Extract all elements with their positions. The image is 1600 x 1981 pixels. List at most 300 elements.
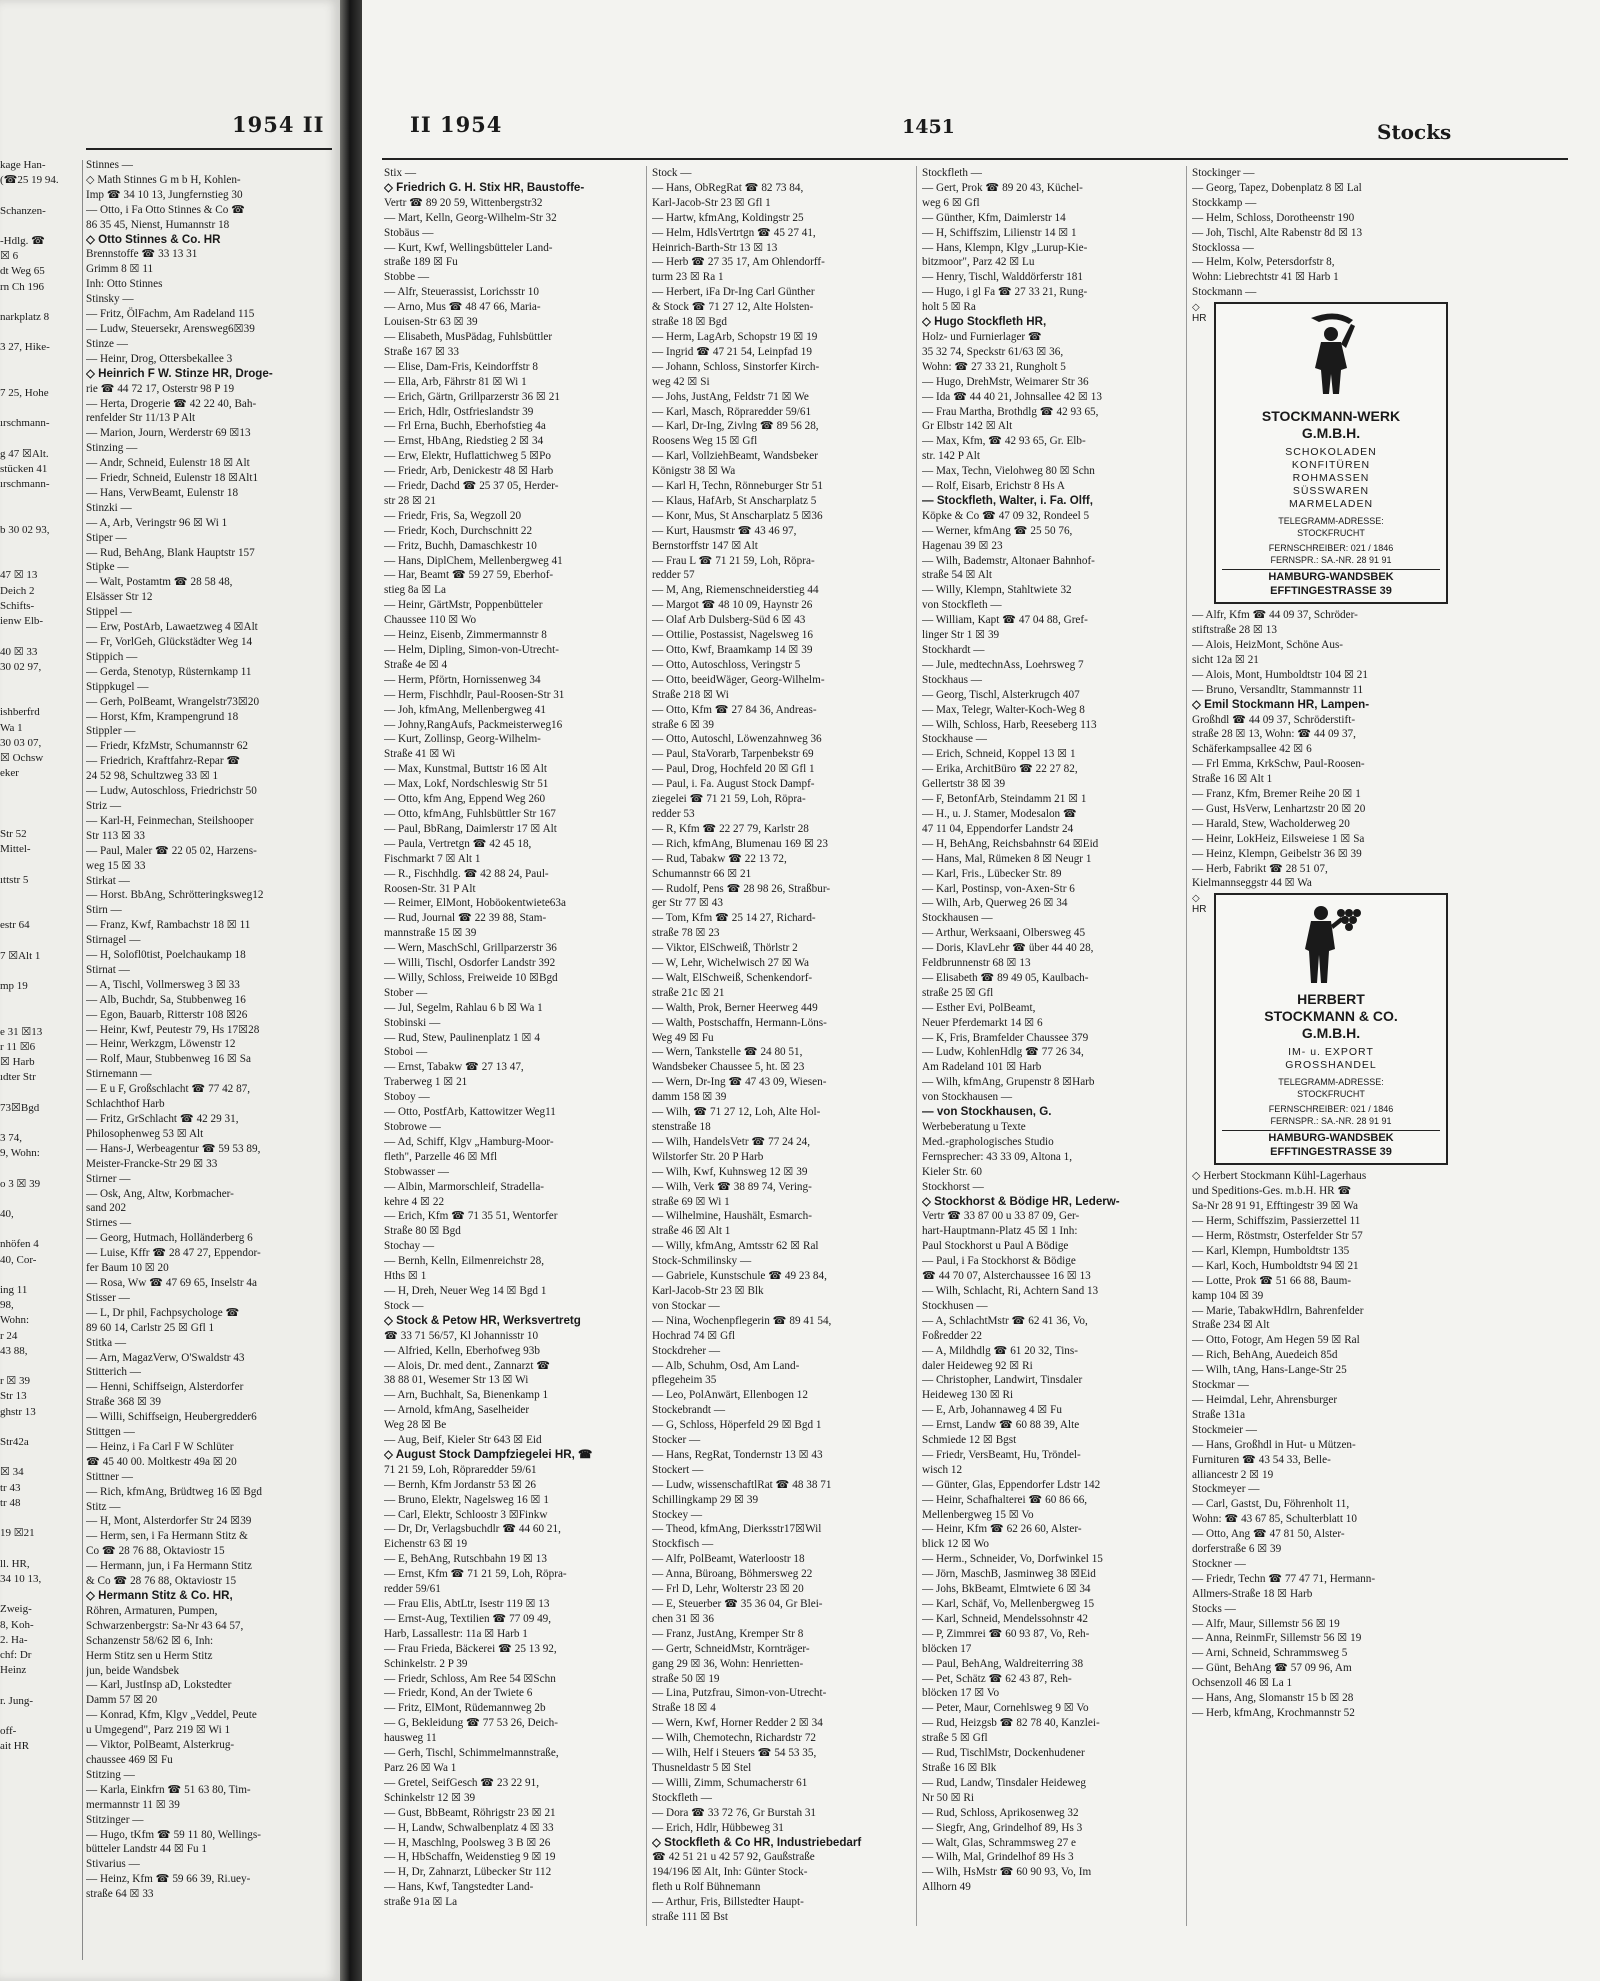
directory-entry: — Wilh, HandelsVetr ☎ 77 24 24,	[652, 1135, 811, 1148]
advert-goods-item: KONFITÜREN	[1291, 459, 1371, 472]
directory-entry: Stippich —	[86, 650, 138, 663]
directory-entry: stiftstraße 28 ☒ 13	[1192, 624, 1277, 637]
directory-entry: — Günther, Kfm, Daimlerstr 14	[922, 211, 1066, 224]
directory-entry: Neuer Pferdemarkt 14 ☒ 6	[922, 1016, 1043, 1029]
directory-entry: — Elise, Dam-Fris, Keindorffstr 8	[384, 360, 538, 373]
directory-entry: — Harald, Stew, Wacholderweg 20	[1192, 817, 1350, 830]
directory-entry: — Paul, StaVorarb, Tarpenbekstr 69	[652, 748, 814, 761]
directory-entry: Schumannstr 66 ☒ 21	[652, 867, 752, 880]
cut-off-line: ☒ Ochsw	[0, 751, 44, 764]
directory-entry: — Karl, Postinsp, von-Axen-Str 6	[922, 882, 1075, 895]
directory-entry: — Arno, Mus ☎ 48 47 66, Maria-	[384, 301, 541, 314]
cut-off-line: ait HR	[0, 1740, 30, 1753]
directory-entry: ◇ Otto Stinnes & Co. HR	[86, 232, 221, 246]
directory-entry: mermannstr 11 ☒ 39	[86, 1798, 180, 1811]
directory-entry: Stocker —	[652, 1434, 701, 1447]
directory-entry: — Wern, Dr-Ing ☎ 47 43 09, Wiesen-	[652, 1076, 827, 1089]
cut-off-line: Zweig-	[0, 1603, 32, 1616]
directory-entry: — A, Arb, Veringstr 96 ☒ Wi 1	[86, 516, 228, 529]
directory-entry: Stirnes —	[86, 1217, 132, 1230]
directory-entry: Hths ☒ 1	[384, 1270, 427, 1283]
directory-entry: — Otto, Kwf, Braamkamp 14 ☒ 39	[652, 644, 813, 656]
directory-entry: — Franz, Kfm, Bremer Reihe 20 ☒ 1	[1192, 788, 1361, 801]
cut-off-line	[0, 492, 82, 507]
directory-entry: 47 11 04, Eppendorfer Landstr 24	[922, 822, 1074, 835]
directory-entry: — Paul, i Fa Stockhorst & Bödige	[922, 1255, 1076, 1268]
directory-entry: — Konr, Mus, St Anscharplatz 5 ☒36	[652, 509, 823, 522]
directory-entry: — Joh, kfmAng, Mellenbergweg 41	[384, 703, 546, 716]
directory-entry: — Arthur, Werksaani, Olbersweg 45	[922, 927, 1086, 940]
cut-off-line: 19 ☒21	[0, 1527, 35, 1540]
advert-telegram-address: STOCKFRUCHT	[1297, 528, 1365, 539]
directory-entry: — Gretel, SeifGesch ☎ 23 22 91,	[384, 1776, 539, 1789]
directory-entry: Vertr ☎ 89 20 59, Wittenbergstr32	[384, 196, 543, 209]
directory-entry: — Ingrid ☎ 47 21 54, Leinpfad 19	[652, 345, 812, 358]
directory-entry: — Alois, Dr. med dent., Zannarzt ☎	[384, 1359, 551, 1372]
directory-entry: Straße 167 ☒ 33	[384, 345, 459, 358]
directory-entry: Inh: Otto Stinnes	[86, 278, 163, 291]
cut-off-column	[0, 158, 82, 1754]
directory-entry: — H, BehAng, Reichsbahnstr 64 ☒Eid	[922, 837, 1099, 850]
directory-entry: Kieler Str. 60	[922, 1165, 982, 1178]
directory-entry: ◇ August Stock Dampfziegelei HR, ☎	[384, 1447, 593, 1461]
directory-entry: — Karl, VollziehBeamt, Wandsbeker	[652, 450, 818, 463]
cut-off-line: rn Ch 196	[0, 280, 44, 293]
directory-entry: — Rud, Heizgsb ☎ 82 78 40, Kanzlei-	[922, 1717, 1100, 1730]
cut-off-line	[0, 1268, 82, 1283]
directory-entry: — Walth, Prok, Berner Heerweg 449	[652, 1001, 818, 1014]
directory-entry: — Fritz, GrSchlacht ☎ 42 29 31,	[86, 1113, 239, 1125]
cut-off-line	[0, 903, 82, 918]
directory-entry: Stockfleth —	[652, 1791, 712, 1804]
directory-entry: — Ludw, wissenschaftlRat ☎ 48 38 71	[652, 1478, 832, 1491]
directory-entry: redder 57	[652, 569, 695, 582]
advert-box	[1214, 893, 1448, 1165]
cut-off-line: 7 ☒Alt 1	[0, 949, 41, 962]
directory-entry: Fischmarkt 7 ☒ Alt 1	[384, 852, 481, 865]
directory-entry: Stinzki —	[86, 501, 132, 514]
directory-entry: — Ernst-Aug, Textilien ☎ 77 09 49,	[384, 1612, 552, 1625]
directory-entry: Mellenbergweg 15 ☒ Vo	[922, 1508, 1034, 1521]
directory-entry: — Friedr, VersBeamt, Hu, Tröndel-	[922, 1448, 1081, 1461]
directory-entry: — Wilhelmine, Haushält, Esmarch-	[652, 1210, 812, 1223]
stockmann-werk-advert	[1192, 302, 1450, 604]
cut-off-line	[0, 371, 82, 386]
cut-off-line	[0, 1511, 82, 1526]
directory-entry: straße 54 ☒ Alt	[922, 569, 992, 582]
directory-entry: von Stockfleth —	[922, 599, 1002, 612]
cut-off-line: Wohn:	[0, 1314, 30, 1327]
directory-entry: — Frau Martha, Brothdlg ☎ 42 93 65,	[922, 405, 1099, 418]
directory-entry: — Helm, Kolw, Petersdorfstr 8,	[1192, 256, 1335, 269]
advert-trade: IM- u. EXPORT	[1288, 1046, 1374, 1059]
directory-entry: — Horst. BbAng, Schrötteringksweg12	[86, 889, 264, 902]
directory-entry: Paul Stockhorst u Paul A Bödige	[922, 1240, 1069, 1253]
directory-entry: chaussee 469 ☒ Fu	[86, 1753, 173, 1766]
directory-entry: Stippler —	[86, 725, 136, 738]
directory-entry: Schillingkamp 29 ☒ 39	[652, 1493, 759, 1506]
book-spine	[340, 0, 362, 1981]
directory-entry: — Alfried, Kelln, Eberhofweg 93b	[384, 1344, 540, 1357]
directory-entry: — Walt, Postamtm ☎ 28 58 48,	[86, 576, 233, 589]
directory-entry: Stobäus —	[384, 226, 434, 239]
cut-off-line: ıdter Str	[0, 1071, 36, 1084]
directory-entry: ☎ 45 40 00. Moltkestr 49a ☒ 20	[86, 1455, 237, 1468]
directory-entry: — Hans, DiplChem, Mellenbergweg 41	[384, 554, 563, 567]
cut-off-line: off-	[0, 1724, 17, 1737]
directory-entry: Weg 28 ☒ Be	[384, 1419, 447, 1432]
directory-entry: — Klaus, HafArb, St Anscharplatz 5	[652, 494, 817, 507]
directory-entry: Imp ☎ 34 10 13, Jungfernstieg 30	[86, 188, 243, 201]
cut-off-line	[0, 325, 82, 340]
directory-entry: — Walt, ElSchweiß, Schenkendorf-	[652, 971, 813, 984]
directory-entry: — Friedr, KfzMstr, Schumannstr 62	[86, 740, 248, 753]
directory-entry: — Gerh, PolBeamt, Wrangelstr73☒20	[86, 695, 260, 708]
cut-off-line	[0, 857, 82, 872]
directory-entry: — Frau Frieda, Bäckerei ☎ 25 13 92,	[384, 1642, 557, 1655]
cut-off-line: 40, Cor-	[0, 1253, 37, 1266]
directory-entry: Stittner —	[86, 1470, 133, 1483]
directory-entry: und Speditions-Ges. m.b.H. HR ☎	[1192, 1185, 1352, 1198]
directory-entry: — Fritz, ÖlFachm, Am Radeland 115	[86, 308, 255, 321]
right-page	[362, 0, 1600, 1981]
cut-off-line: narkplatz 8	[0, 311, 50, 324]
directory-entry: — Rich, kfmAng, Brüdtweg 16 ☒ Bgd	[86, 1485, 262, 1498]
directory-entry: Stitka —	[86, 1336, 127, 1349]
directory-entry: — Konrad, Kfm, Klgv „Veddel, Peute	[86, 1709, 257, 1722]
directory-entry: Vertr ☎ 33 87 00 u 33 87 09, Ger-	[922, 1210, 1080, 1223]
directory-entry: — Margot ☎ 48 10 09, Haynstr 26	[652, 599, 813, 612]
cut-off-line	[0, 1222, 82, 1237]
directory-entry: sicht 12a ☒ 21	[1192, 653, 1259, 666]
directory-entry: — H, Solofl0tist, Poelchaukamp 18	[86, 949, 246, 962]
directory-entry: Wandsbeker Chaussee 5, ht. ☒ 23	[652, 1061, 805, 1074]
cut-off-line	[0, 675, 82, 690]
directory-entry: Stocks —	[1192, 1602, 1236, 1615]
directory-entry: — Hans, VerwBeamt, Eulenstr 18	[86, 486, 239, 499]
directory-entry: Meister-Francke-Str 29 ☒ 33	[86, 1157, 218, 1170]
directory-entry: — Mart, Kelln, Georg-Wilhelm-Str 32	[384, 211, 557, 224]
directory-entry: ◇ Hugo Stockfleth HR,	[922, 315, 1047, 329]
header-rule	[86, 148, 332, 150]
directory-entry: — Hugo, DrehMstr, Weimarer Str 36	[922, 375, 1089, 388]
directory-entry: Stitzinger —	[86, 1813, 144, 1826]
directory-entry: Stockert —	[652, 1463, 704, 1476]
directory-entry: — Rosa, Ww ☎ 47 69 65, Inselstr 4a	[86, 1276, 257, 1289]
directory-entry: Stockdreher —	[652, 1344, 721, 1357]
directory-entry: — Erich, Kfm ☎ 71 35 51, Wentorfer	[384, 1210, 558, 1223]
directory-entry: 86 35 45, Nienst, Humannstr 18	[86, 218, 230, 231]
directory-entry: Stockhusen —	[922, 1299, 988, 1312]
cut-off-line: 7 25, Hohe	[0, 387, 49, 400]
directory-entry: Gr Elbstr 142 ☒ Alt	[922, 420, 1013, 433]
directory-entry: — Werner, kfmAng ☎ 25 50 76,	[922, 524, 1073, 537]
directory-entry: Wohn: ☎ 43 67 85, Schulterblatt 10	[1192, 1513, 1357, 1526]
directory-entry: — Wilh, Chemotechn, Richardstr 72	[652, 1732, 817, 1745]
directory-entry: — von Stockhausen, G.	[922, 1105, 1052, 1119]
directory-entry: — Albin, Marmorschleif, Stradella-	[384, 1180, 545, 1193]
directory-entry: — Georg, Tapez, Dobenplatz 8 ☒ Lal	[1192, 181, 1362, 194]
directory-entry: — Karl, Masch, Röpraredder 59/61	[652, 405, 812, 418]
directory-entry: — Friedrich, Kraftfahrz-Repar ☎	[86, 755, 241, 768]
directory-entry: straße 189 ☒ Fu	[384, 256, 458, 269]
directory-entry: — Alois, HeizMont, Schöne Aus-	[1192, 638, 1344, 651]
cut-off-line	[0, 888, 82, 903]
cut-off-line: (☎25 19 94.	[0, 174, 59, 187]
directory-entry: — Herta, Drogerie ☎ 42 22 40, Bah-	[86, 397, 257, 410]
directory-entry: Herm Stitz sen u Herm Stitz	[86, 1649, 213, 1662]
cut-off-line: ishberfrd	[0, 706, 40, 719]
directory-entry: — Lina, Putzfrau, Simon-von-Utrecht-	[652, 1687, 827, 1700]
directory-entry: — Heinr, Schafhalterei ☎ 60 86 66,	[922, 1493, 1088, 1506]
directory-entry: — Willi, Tischl, Osdorfer Landstr 392	[384, 957, 556, 970]
directory-entry: Holz- und Furnierlager ☎	[922, 330, 1042, 343]
directory-entry: — Erich, Hdlr, Ostfrieslandstr 39	[384, 405, 534, 418]
directory-entry: ◇ Herbert Stockmann Kühl-Lagerhaus	[1192, 1170, 1367, 1183]
directory-entry: Stirnagel —	[86, 934, 141, 947]
directory-entry: — Har, Beamt ☎ 59 27 59, Eberhof-	[384, 569, 554, 582]
directory-entry: — Karl, JustInsp aD, Lokstedter	[86, 1679, 232, 1692]
directory-entry: Sa-Nr 28 91 91, Efftingestr 39 ☒ Wa	[1192, 1200, 1358, 1213]
cut-off-line: Str 52	[0, 827, 27, 840]
directory-entry: — Anna, ReinmFr, Sillemstr 56 ☒ 19	[1192, 1632, 1362, 1645]
directory-entry: — Stockfleth, Walter, i. Fa. Olff,	[922, 493, 1093, 507]
directory-entry: — Karl, Schäf, Vo, Mellenbergweg 15	[922, 1598, 1095, 1610]
directory-entry: — Heinz, Eisenb, Zimmermannstr 8	[384, 629, 547, 642]
directory-entry: — Rud, BehAng, Blank Hauptstr 157	[86, 546, 255, 559]
cut-off-line: Schanzen-	[0, 204, 46, 217]
directory-entry: — Frl Emma, KrkSchw, Paul-Roosen-	[1192, 758, 1365, 771]
directory-entry: hausweg 11	[384, 1732, 437, 1745]
directory-entry: straße 78 ☒ 23	[652, 927, 720, 940]
directory-entry: straße 69 ☒ Wi 1	[652, 1195, 730, 1208]
directory-entry: — Frl D, Lehr, Wolterstr 23 ☒ 20	[652, 1583, 804, 1596]
directory-entry: jun, beide Wandsbek	[86, 1664, 180, 1677]
cut-off-line	[0, 1541, 82, 1556]
directory-entry: — Alfr, Maur, Sillemstr 56 ☒ 19	[1192, 1617, 1340, 1630]
cut-off-line: ghstr 13	[0, 1405, 36, 1418]
directory-entry: — Wilh, tAng, Hans-Lange-Str 25	[1192, 1364, 1347, 1377]
directory-entry: Straße 218 ☒ Wi	[652, 688, 729, 701]
cut-off-line	[0, 1085, 82, 1100]
cut-off-line	[0, 1420, 82, 1435]
directory-entry: — Friedr, Fris, Sa, Wegzoll 20	[384, 509, 522, 522]
directory-entry: — Ernst, HbAng, Riedstieg 2 ☒ 34	[384, 435, 544, 448]
cut-off-line	[0, 401, 82, 416]
directory-entry: — H, Dr, Zahnarzt, Lübecker Str 112	[384, 1866, 552, 1879]
directory-entry: — Nina, Wochenpflegerin ☎ 89 41 54,	[652, 1314, 832, 1327]
directory-entry: — Horst, Kfm, Krampengrund 18	[86, 710, 239, 723]
directory-entry: — Ella, Arb, Fährstr 81 ☒ Wi 1	[384, 375, 527, 388]
directory-entry: — Carl, Elektr, Schloostr 3 ☒Finkw	[384, 1508, 548, 1521]
directory-entry: — Heinr, Kfm ☎ 62 26 60, Alster-	[922, 1523, 1082, 1536]
directory-entry: Stochay —	[384, 1240, 435, 1253]
cut-off-line: estr 64	[0, 919, 30, 932]
directory-entry: fleth u Rolf Bühnemann	[652, 1881, 761, 1894]
directory-entry: ◇ Hermann Stitz & Co. HR,	[86, 1589, 233, 1602]
directory-entry: daler Heideweg 92 ☒ Ri	[922, 1359, 1033, 1372]
directory-entry: & Stock ☎ 71 27 12, Alte Holsten-	[652, 301, 814, 314]
directory-entry: Straße 131a	[1192, 1408, 1246, 1421]
directory-entry: — H, Schiffszim, Lilienstr 14 ☒ 1	[922, 226, 1077, 239]
directory-entry: — Willi, Zimm, Schumacherstr 61	[652, 1776, 808, 1789]
directory-entry: Kielmannseggstr 44 ☒ Wa	[1192, 877, 1312, 890]
directory-entry: — Otto, kfm Ang, Eppend Weg 260	[384, 793, 546, 806]
directory-entry: Stockebrandt —	[652, 1404, 726, 1417]
directory-entry: Stockkamp —	[1192, 196, 1257, 209]
directory-entry: — Helm, Schloss, Dorotheenstr 190	[1192, 211, 1355, 224]
directory-entry: Heinrich-Barth-Str 13 ☒ 13	[652, 241, 778, 254]
directory-entry: — Walt, Glas, Schrammsweg 27 e	[922, 1836, 1076, 1849]
directory-entry: — Hermann, jun, i Fa Hermann Stitz	[86, 1560, 252, 1573]
directory-entry: — Erika, ArchitBüro ☎ 22 27 82,	[922, 763, 1078, 776]
advert-trade-2: GROSSHANDEL	[1285, 1059, 1377, 1072]
directory-entry: — Hans, Großhdl in Hut- u Mützen-	[1192, 1438, 1356, 1451]
directory-entry: — H, Dreh, Neuer Weg 14 ☒ Bgd 1	[384, 1284, 547, 1297]
directory-entry: Roosen-Str. 31 P Alt	[384, 882, 476, 895]
directory-entry: Stirner —	[86, 1172, 131, 1185]
directory-entry: — Wern, MaschSchl, Grillparzerstr 36	[384, 942, 557, 955]
directory-entry: stieg 8a ☒ La	[384, 584, 446, 597]
directory-entry: — Rud, Journal ☎ 22 39 88, Stam-	[384, 912, 547, 925]
directory-entry: — Paul, BbRang, Daimlerstr 17 ☒ Alt	[384, 822, 557, 835]
directory-entry: — E, BehAng, Rutschbahn 19 ☒ 13	[384, 1553, 547, 1566]
directory-entry: — Rich, kfmAng, Blumenau 169 ☒ 23	[652, 837, 828, 850]
column-4-bottom	[1192, 1169, 1450, 1721]
cut-off-line: 34 10 13,	[0, 1572, 42, 1585]
directory-entry: Straße 16 ☒ Alt 1	[1192, 773, 1273, 786]
directory-entry: — Otto, Fotogr, Am Hegen 59 ☒ Ral	[1192, 1334, 1360, 1347]
cut-off-line	[0, 356, 82, 371]
cut-off-line: 73☒Bgd	[0, 1101, 40, 1114]
directory-entry: Stivarius —	[86, 1858, 140, 1871]
directory-entry: — Wilh, Arb, Querweg 26 ☒ 34	[922, 897, 1068, 910]
directory-entry: — Bruno, Versandltr, Stammannstr 11	[1192, 683, 1364, 696]
directory-entry: Heideweg 130 ☒ Ri	[922, 1389, 1014, 1402]
directory-entry: — Wern, Tankstelle ☎ 24 80 51,	[652, 1046, 803, 1059]
directory-entry: Stoboi —	[384, 1046, 428, 1059]
directory-entry: — Lotte, Prok ☎ 51 66 88, Baum-	[1192, 1274, 1352, 1287]
directory-entry: — Max, Lokf, Nordschleswig Str 51	[384, 778, 549, 791]
directory-entry: Stittgen —	[86, 1426, 135, 1439]
directory-entry: Stinzing —	[86, 442, 138, 455]
left-page	[0, 0, 340, 1981]
directory-entry: — Karl, Schneid, Mendelssohnstr 42	[922, 1612, 1088, 1625]
advert-company-suffix: G.M.B.H.	[1301, 425, 1361, 442]
directory-entry: Straße 80 ☒ Bgd	[384, 1225, 461, 1238]
directory-entry: — Frl Erna, Buchh, Eberhofstieg 4a	[384, 420, 546, 433]
directory-entry: — Friedr, Schloss, Am Ree 54 ☒Schn	[384, 1672, 556, 1685]
directory-entry: Stockhardt —	[922, 644, 985, 656]
directory-entry: Co ☎ 28 76 88, Oktaviostr 15	[86, 1545, 225, 1558]
directory-entry: hart-Hauptmann-Platz 45 ☒ 1 Inh:	[922, 1225, 1078, 1238]
directory-entry: — Hans, Ang, Slomanstr 15 b ☒ 28	[1192, 1692, 1354, 1705]
cut-off-line	[0, 432, 82, 447]
directory-entry: Fernsprecher: 43 33 09, Altona 1,	[922, 1150, 1073, 1163]
directory-entry: — Friedr, Koch, Durchschnitt 22	[384, 524, 533, 537]
cut-off-line: 40 ☒ 33	[0, 645, 38, 658]
directory-entry: ◇ Emil Stockmann HR, Lampen-	[1192, 697, 1370, 711]
cut-off-line: ☒ Harb	[0, 1055, 35, 1068]
directory-entry: ziegelei ☎ 71 21 59, Loh, Röpra-	[652, 793, 806, 806]
cut-off-line: kage Han-	[0, 159, 46, 171]
directory-entry: — William, Kapt ☎ 47 04 88, Gref-	[922, 614, 1088, 627]
directory-entry: — Herm., Schneider, Vo, Dorfwinkel 15	[922, 1553, 1103, 1566]
directory-entry: — Theod, kfmAng, Dierksstr17☒Wil	[652, 1523, 822, 1536]
directory-entry: Straße 368 ☒ 39	[86, 1396, 161, 1409]
directory-entry: Schanzenstr 58/62 ☒ 6, Inh:	[86, 1634, 214, 1647]
directory-entry: Stock —	[384, 1299, 424, 1312]
directory-entry: Wohn: ☎ 27 33 21, Rungholt 5	[922, 360, 1066, 373]
directory-entry: — Andr, Schneid, Eulenstr 18 ☒ Alt	[86, 457, 250, 470]
directory-entry: straße 21c ☒ 21	[652, 986, 725, 999]
advert-telex: FERNSCHREIBER: 021 / 1846	[1268, 1104, 1394, 1115]
directory-entry: fleth", Parzelle 46 ☒ Mfl	[384, 1150, 498, 1163]
cut-off-line: 9, Wohn:	[0, 1147, 40, 1160]
directory-entry: — Günter, Glas, Eppendorfer Ldstr 142	[922, 1478, 1101, 1491]
directory-entry: — Wilh, Schlacht, Ri, Achtern Sand 13	[922, 1284, 1099, 1297]
directory-entry: — Siegfr, Ang, Grindelhof 89, Hs 3	[922, 1821, 1083, 1834]
cut-off-line: 3 27, Hike-	[0, 341, 50, 354]
directory-entry: Schäferkampsallee 42 ☒ 6	[1192, 743, 1312, 756]
directory-entry: 24 52 98, Schultzweg 33 ☒ 1	[86, 770, 219, 783]
column-4	[1192, 166, 1450, 1721]
cut-off-line: 30 03 07,	[0, 736, 42, 749]
directory-entry: — Wilh, Bademstr, Altonaer Bahnhof-	[922, 554, 1095, 567]
directory-entry: — Wilh, Helf i Steuers ☎ 54 53 35,	[652, 1747, 817, 1760]
cut-off-line: stücken 41	[0, 463, 48, 476]
directory-entry: blick 12 ☒ Wo	[922, 1538, 990, 1551]
directory-entry: Stockmar —	[1192, 1379, 1249, 1392]
directory-entry: — Alfr, Kfm ☎ 44 09 37, Schröder-	[1192, 609, 1358, 622]
advert-phone: FERNSPR.: SA.-NR. 28 91 91	[1270, 1116, 1392, 1127]
directory-entry: straße 64 ☒ 33	[86, 1888, 154, 1901]
directory-entry: Damm 57 ☒ 20	[86, 1694, 158, 1707]
directory-entry: — Heinr, Werkzgm, Löwenstr 12	[86, 1038, 236, 1051]
directory-entry: — Esther Evi, PolBeamt,	[922, 1001, 1036, 1014]
cut-off-line: e 31 ☒13	[0, 1025, 43, 1038]
directory-entry: — Max, Kunstmal, Buttstr 16 ☒ Alt	[384, 763, 547, 776]
directory-entry: — Johann, Schloss, Sinstorfer Kirch-	[652, 360, 820, 373]
directory-entry: Stix —	[384, 167, 417, 179]
directory-entry: — Egon, Bauarb, Ritterstr 108 ☒26	[86, 1008, 248, 1021]
directory-entry: weg 6 ☒ Gfl	[922, 196, 980, 209]
directory-entry: — G, Bekleidung ☎ 77 53 26, Deich-	[384, 1717, 558, 1730]
column-2	[652, 166, 910, 1925]
directory-entry: — Leo, PolAnwärt, Ellenbogen 12	[652, 1389, 808, 1402]
directory-entry: Stoboy —	[384, 1091, 430, 1104]
directory-entry: Stockmeyer —	[1192, 1483, 1260, 1496]
directory-entry: Hochrad 74 ☒ Gfl	[652, 1329, 736, 1342]
directory-entry: — Wilh, Mal, Grindelhof 89 Hs 3	[922, 1851, 1074, 1864]
cut-off-line: eker	[0, 767, 19, 780]
directory-entry: — Franz, Kwf, Rambachstr 18 ☒ 11	[86, 919, 251, 932]
directory-entry: von Stockar —	[652, 1299, 720, 1312]
directory-entry: alliancestr 2 ☒ 19	[1192, 1468, 1274, 1481]
directory-entry: — Ad, Schiff, Klgv „Hamburg-Moor-	[384, 1135, 554, 1148]
directory-entry: — Hans, Kwf, Tangstedter Land-	[384, 1881, 534, 1894]
directory-entry: — Willy, Klempn, Stahltwiete 32	[922, 584, 1072, 597]
directory-entry: 89 60 14, Carlstr 25 ☒ Gfl 1	[86, 1321, 215, 1334]
directory-entry: redder 59/61	[384, 1583, 441, 1596]
cut-off-line: 30 02 97,	[0, 660, 42, 673]
directory-entry: — Arn, Buchhalt, Sa, Bienenkamp 1	[384, 1389, 549, 1402]
directory-entry: Ochsenzoll 46 ☒ La 1	[1192, 1677, 1293, 1690]
directory-entry: — Heinr, GärtMstr, Poppenbütteler	[384, 599, 543, 612]
directory-entry: — Elisabeth, MusPädag, Fuhlsbüttler	[384, 330, 553, 343]
directory-entry: Stockfisch —	[652, 1538, 714, 1551]
directory-entry: — Heinr, Drog, Ottersbekallee 3	[86, 352, 233, 365]
